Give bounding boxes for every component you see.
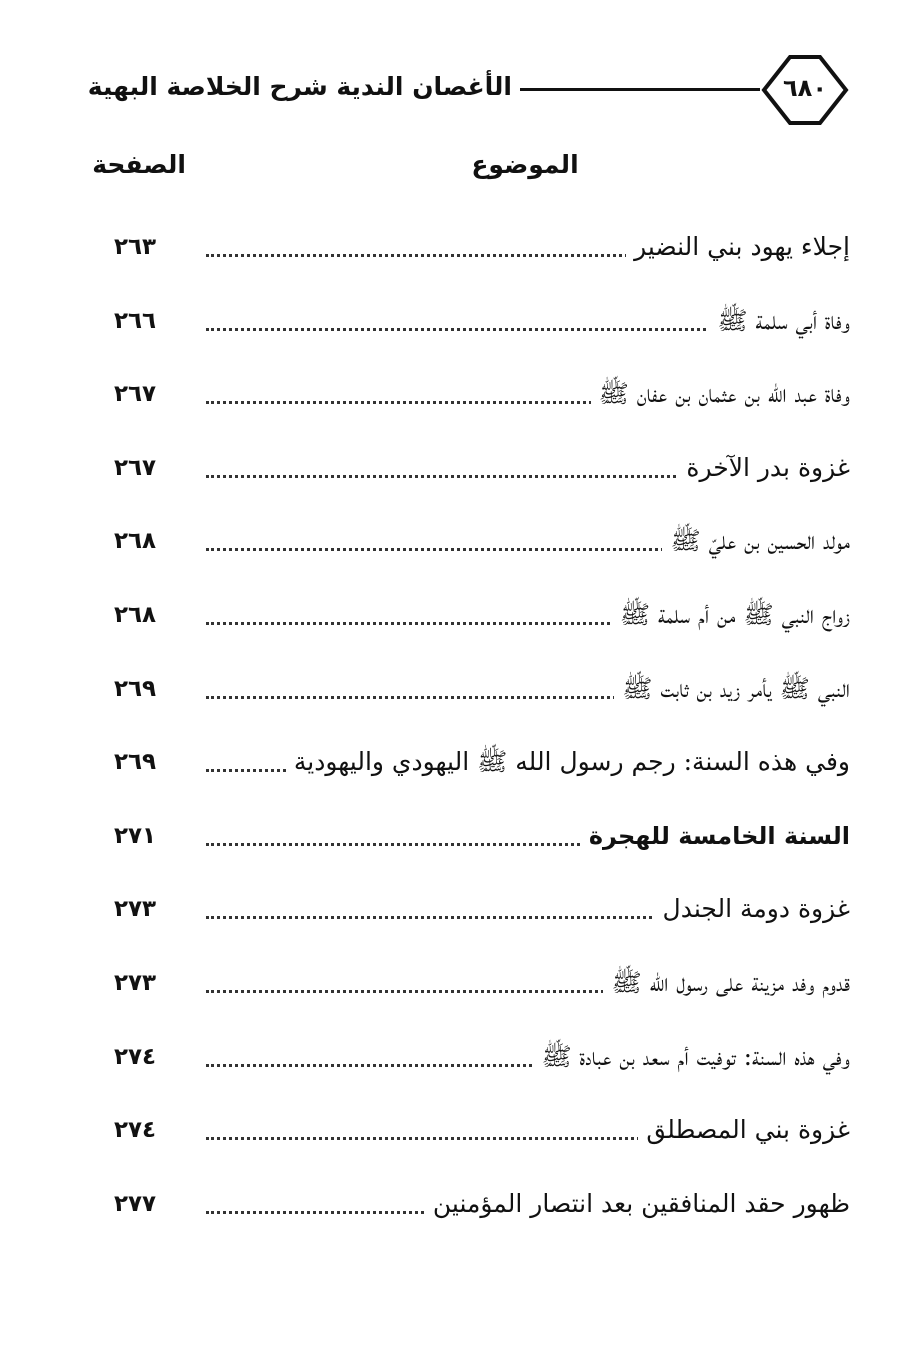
toc-entry-page: ٢٦٩ xyxy=(113,749,157,776)
toc-entry-page: ٢٧٣ xyxy=(113,969,157,996)
toc-entry[interactable] xyxy=(100,1103,850,1177)
toc-entry[interactable] xyxy=(100,441,850,515)
header-rule xyxy=(520,88,760,91)
toc-entry-page: ٢٦٩ xyxy=(113,675,157,702)
toc-entry-title: وفي هذه السنة: توفيت أم سعد بن عبادة ﷺ xyxy=(534,1040,850,1074)
toc-entry-title: إجلاء يهود بني النضير xyxy=(626,230,850,264)
toc-entry[interactable] xyxy=(100,294,850,368)
toc-entry-title: غزوة بني المصطلق xyxy=(638,1113,850,1147)
toc-entry[interactable] xyxy=(100,956,850,1030)
toc-entry-page: ٢٦٦ xyxy=(113,307,157,334)
book-title: الأغصان الندية شرح الخلاصة البهية xyxy=(87,72,512,101)
toc-entry-title: مولد الحسين بن عليّ ﷺ xyxy=(662,524,850,558)
toc-entry-title: ظهور حقد المنافقين بعد انتصار المؤمنين xyxy=(425,1187,850,1221)
toc-entry[interactable] xyxy=(100,514,850,588)
toc-entry[interactable] xyxy=(100,1030,850,1104)
toc-entry[interactable] xyxy=(100,588,850,662)
toc-entry-title: وفي هذه السنة: رجم رسول الله ﷺ اليهودي واليهودية xyxy=(286,745,850,779)
page-number: ٦٨٠ xyxy=(783,74,827,102)
toc-entry[interactable] xyxy=(100,367,850,441)
toc-entry[interactable] xyxy=(100,1177,850,1251)
toc-entry-title: غزوة دومة الجندل xyxy=(655,892,850,926)
running-header xyxy=(87,50,870,130)
toc-entry-page: ٢٦٧ xyxy=(113,454,157,481)
toc-entry-page: ٢٧١ xyxy=(113,822,157,849)
toc-entry-title: وفاة عبد الله بن عثمان بن عفان ﷺ xyxy=(591,377,850,411)
toc-entry-page: ٢٦٨ xyxy=(113,528,157,555)
toc-entry-title: قدوم وفد مزينة على رسول الله ﷺ xyxy=(603,966,850,1000)
toc-entry[interactable] xyxy=(100,735,850,809)
toc-entry-title: غزوة بدر الآخرة xyxy=(678,451,850,485)
toc-entry-page: ٢٧٣ xyxy=(113,896,157,923)
toc-section-heading[interactable] xyxy=(100,809,850,883)
toc-entry-title: وفاة أبي سلمة ﷺ xyxy=(709,304,850,338)
toc-entry[interactable] xyxy=(100,220,850,294)
toc-entry-title: زواج النبي ﷺ من أم سلمة ﷺ xyxy=(612,598,850,632)
column-header-page: الصفحة xyxy=(92,150,186,179)
toc-entry-page: ٢٦٧ xyxy=(113,381,157,408)
toc-section-title: السنة الخامسة للهجرة xyxy=(581,819,850,853)
toc-entry-page: ٢٧٧ xyxy=(113,1190,157,1217)
toc-entry-title: النبي ﷺ يأمر زيد بن ثابت ﷺ xyxy=(614,672,850,706)
toc-entry-page: ٢٧٤ xyxy=(113,1117,157,1144)
table-of-contents xyxy=(100,220,850,1250)
toc-entry[interactable] xyxy=(100,882,850,956)
toc-entry-page: ٢٦٨ xyxy=(113,601,157,628)
page-number-badge xyxy=(760,54,850,126)
toc-entry-page: ٢٦٣ xyxy=(113,234,157,260)
toc-entry-page: ٢٧٤ xyxy=(113,1043,157,1070)
toc-entry[interactable] xyxy=(100,662,850,736)
column-header-topic: الموضوع xyxy=(471,150,579,179)
